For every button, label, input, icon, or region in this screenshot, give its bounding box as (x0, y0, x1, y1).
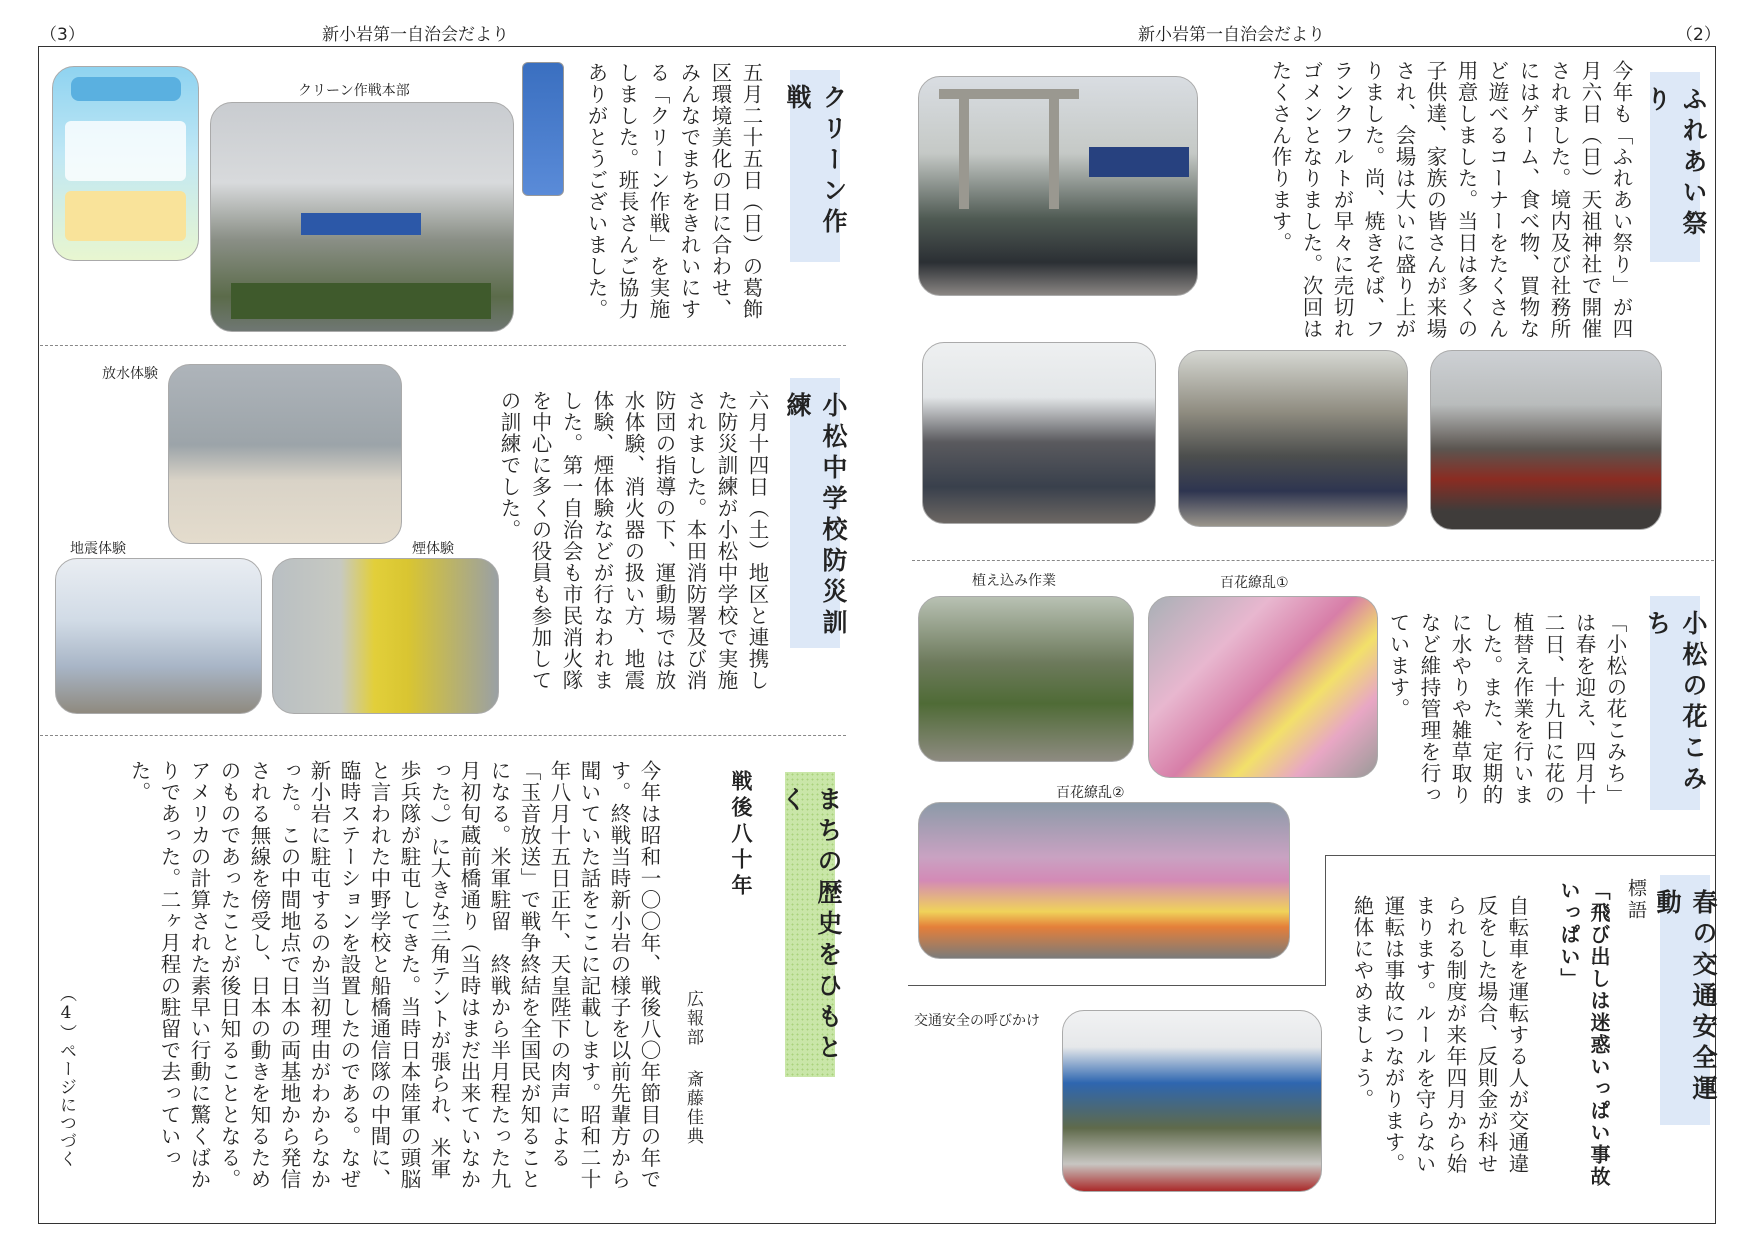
komichi-text: 「小松の花こみち」は春を迎え、四月十二日、十九日に花の植替え作業を行いました。また、定期的に水やりや雑草取りなど維持管理を行っています。 (1386, 612, 1627, 806)
water-photo (168, 364, 402, 544)
fureai-text: 今年も「ふれあい祭り」が四月六日（日）天祖神社で開催されました。境内及び社務所にはゲーム、食べ物、買物など遊べるコーナーをたくさん用意しました。当日は多くの子供達、家族の皆さんが来場され、会場は大いに盛り上がりました。尚、焼きそば、フランクフルトが早々に売切れゴメンとなりました。次回はたくさん作ります。 (1268, 60, 1633, 340)
clean-poster-photo (52, 66, 199, 261)
fureai-taiko-photo (1430, 350, 1662, 530)
fureai-tent-photo (922, 342, 1156, 524)
traffic-slogan: 「飛び出しは迷惑いっぱい事故いっぱい」 (1557, 880, 1611, 1188)
divider (40, 345, 846, 346)
drill-text: 六月十四日（土）地区と連携した防災訓練が小松中学校で実施されました。本田消防署及び消防団の指導の下、運動場では放水体験、消火器の扱い方、地震体験、煙体験などが行なわれました。第一自治会も市民消火隊を中心に多くの役員も参加しての訓練でした。 (497, 390, 769, 691)
quake-photo (55, 558, 262, 714)
newsletter-title-left: 新小岩第一自治会だより (322, 25, 509, 45)
divider (1325, 855, 1326, 985)
divider (908, 985, 1326, 986)
divider (912, 560, 1714, 561)
komichi-title: 小松の花こみち (1650, 596, 1700, 810)
traffic-title: 春の交通安全運動 (1660, 875, 1710, 1125)
slogan-label: 標語 (1625, 878, 1647, 922)
divider (1325, 855, 1715, 856)
drill-title: 小松中学校防災訓練 (790, 378, 840, 648)
flowers1-caption: 百花繚乱① (1220, 575, 1289, 591)
clean-hq-photo (210, 102, 514, 332)
planting-caption: 植え込み作業 (972, 573, 1056, 589)
history-text: 今年は昭和一〇〇年、戦後八〇年節目の年です。終戦当時新小岩の様子を以前先輩方から聞いていた話をここに記載します。昭和二十年八月十五日正午、天皇陛下の肉声による「玉音放送」で戦争終結を全国民が知ることになる。米軍駐留 終戦から半月程たった九月初旬蔵前橋通り（当時はまだ出来ていなかった。）に大きな三角テントが張られ、米軍歩兵隊が駐屯してきた。当時日本陸軍の頭脳と言われた中野学校と船橋通信隊の中間に、臨時ステーションを設置したのである。なぜ新小岩に駐屯するのか当初理由がわからなかった。この中間地点で日本の両基地から発信される無線を傍受し、日本の動きを知るためのものであったことが後日知ることとなる。アメリカの計算された素早い行動に驚くばかりであった。二ヶ月程の駐留で去っていった。 (127, 760, 661, 1190)
clean-title: クリーン作戦 (790, 70, 840, 262)
traffic-text: 自転車を運転する人が交通違反をした場合、反則金が科せられる制度が来年四月から始まります。ルールを守らない運転は事故につながります。絶体にやめましょう。 (1350, 895, 1529, 1175)
fureai-title: ふれあい祭り (1650, 72, 1700, 262)
clean-hq-caption: クリーン作戦本部 (298, 83, 410, 99)
clean-text: 五月二十五日（日）の葛飾区環境美化の日に合わせ、みんなでまちをきれいにする「クリーン作戦」を実施しました。班長さんご協力ありがとうございました。 (584, 62, 763, 320)
traffic-caption: 交通安全の呼びかけ (914, 1013, 1040, 1029)
flowers1-photo (1148, 596, 1378, 778)
planting-photo (918, 596, 1134, 762)
page-number-right: （2） (1676, 25, 1721, 45)
divider (40, 735, 846, 736)
smoke-photo (272, 558, 499, 714)
page-number-left: （3） (40, 25, 85, 45)
water-caption: 放水体験 (102, 366, 158, 382)
quake-caption: 地震体験 (70, 541, 126, 557)
history-subtitle: 戦後八十年 (729, 770, 753, 900)
newsletter-title-right: 新小岩第一自治会だより (1138, 25, 1325, 45)
clean-banner-photo (522, 62, 564, 196)
smoke-caption: 煙体験 (412, 541, 454, 557)
history-author: 斎藤佳典 (683, 1070, 703, 1146)
flowers2-caption: 百花繚乱② (1056, 785, 1125, 801)
fureai-shrine-photo (1178, 350, 1408, 527)
flowers2-photo (918, 802, 1290, 959)
history-dept: 広報部 (683, 990, 703, 1047)
continued-note: （4）ページにつづく (56, 985, 76, 1168)
fureai-gate-photo (918, 76, 1198, 296)
traffic-photo (1062, 1010, 1322, 1192)
history-title: まちの歴史をひもとく (785, 772, 835, 1077)
